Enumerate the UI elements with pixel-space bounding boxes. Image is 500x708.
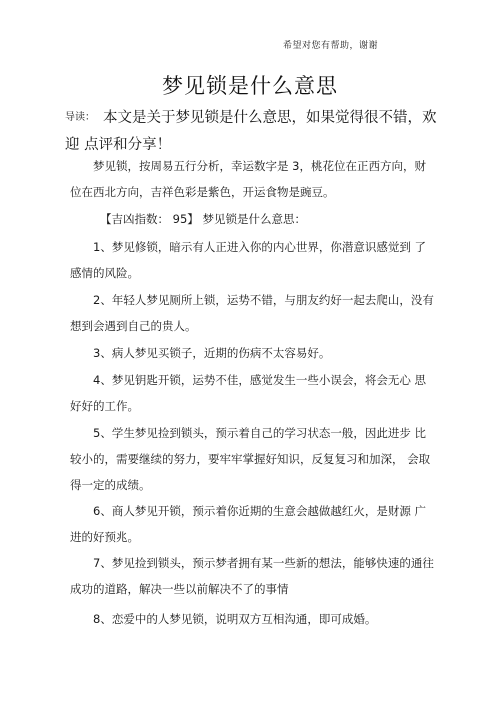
summary-paragraph: 梦见锁，按周易五行分析，幸运数字是 3，桃花位在正西方向，财位在西北方向，吉祥色彩是紫色，开运食物是豌豆。: [70, 159, 426, 199]
intro-label: 导读：: [65, 112, 95, 123]
list-item: 1、梦见修锁，暗示有人正进入你的内心世界，你潜意识感觉到 了感情的风险。: [70, 240, 426, 280]
list-item: 8、恋爱中的人梦见锁，说明双方互相沟通，即可成婚。: [93, 612, 377, 626]
list-item: 5、学生梦见捡到锁头，预示着自己的学习状态一般，因此进步 比较小的，需要继续的努力，要牢牢掌握好知识，反复复习和加深， 会取得一定的成绩。: [70, 426, 431, 492]
intro-paragraph: [65, 104, 445, 159]
intro-text: 本文是关于梦见锁是什么意思，如果觉得很不错，欢迎 点评和分享！: [65, 110, 437, 153]
list-item: 2、年轻人梦见厕所上锁，运势不错，与朋友约好一起去爬山，没有想到会遇到自己的贵人。: [70, 293, 434, 333]
list-item: 4、梦见钥匙开锁，运势不佳，感觉发生一些小误会，将会无心 思好好的工作。: [70, 373, 426, 413]
list-item: 7、梦见捡到锁头，预示梦者拥有某一些新的想法，能够快速的通往成功的道路，解决一些以前解决不了的事情: [70, 556, 434, 596]
score-line: 【吉凶指数： 95】 梦见锁是什么意思：: [100, 212, 306, 226]
page-title: 梦见锁是什么意思: [162, 74, 338, 98]
header-note: 希望对您有帮助，谢谢: [282, 41, 378, 51]
list-item: 3、病人梦见买锁子，近期的伤病不太容易好。: [93, 346, 331, 360]
list-item: 6、商人梦见开锁，预示着你近期的生意会越做越红火，是财源 广进的好预兆。: [70, 504, 426, 544]
